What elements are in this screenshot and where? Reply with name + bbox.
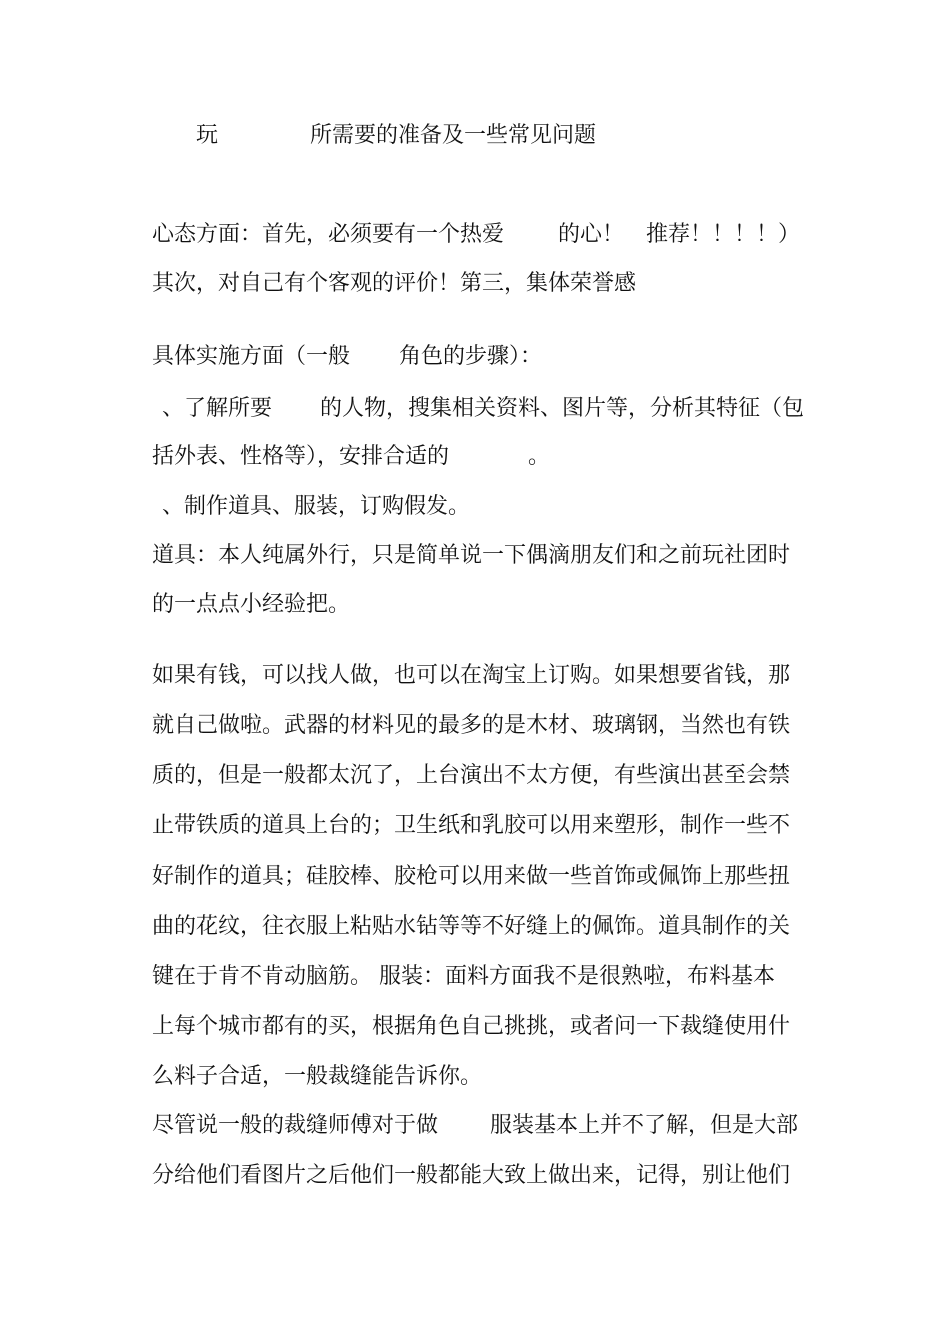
props-body-line: 止带铁质的道具上台的；卫生纸和乳胶可以用来塑形，制作一些不	[152, 813, 791, 838]
title-part-1: 玩	[196, 123, 219, 148]
props-body-line: 么料子合适，一般裁缝能告诉你。	[152, 1064, 483, 1089]
props-body-line: 键在于肯不肯动脑筋。 服装：面料方面我不是很熟啦，布料基本	[152, 964, 775, 989]
props-body-line: 质的，但是一般都太沉了，上台演出不太方便，有些演出甚至会禁	[152, 763, 791, 788]
step-1-line-2b: 。	[528, 444, 551, 469]
props-body-line: 上每个城市都有的买，根据角色自己挑挑，或者问一下裁缝使用什	[152, 1014, 791, 1039]
mindset-line-1b: 的心！	[558, 222, 625, 247]
props-body-line: 曲的花纹，往衣服上粘贴水钻等等不好缝上的佩饰。道具制作的关	[152, 914, 791, 939]
step-1-line-1a: 、了解所要	[162, 396, 273, 421]
step-1-line-2a: 括外表、性格等），安排合适的	[152, 444, 450, 469]
step-1-line-1b: 的人物，搜集相关资料、图片等，分析其特征（包	[320, 396, 805, 421]
tailor-line-2: 分给他们看图片之后他们一般都能大致上做出来，记得，别让他们	[152, 1163, 791, 1188]
props-body-line: 好制作的道具；硅胶棒、胶枪可以用来做一些首饰或佩饰上那些扭	[152, 864, 791, 889]
mindset-line-2: 其次，对自己有个客观的评价！第三，集体荣誉感	[152, 271, 637, 296]
step-2-line: 、制作道具、服装，订购假发。	[162, 494, 471, 519]
tailor-line-1a: 尽管说一般的裁缝师傅对于做	[152, 1113, 439, 1138]
mindset-line-1a: 心态方面：首先，必须要有一个热爱	[152, 222, 505, 247]
implementation-heading-a: 具体实施方面（一般	[152, 344, 351, 369]
props-body-line: 如果有钱，可以找人做，也可以在淘宝上订购。如果想要省钱，那	[152, 663, 791, 688]
props-body-line: 就自己做啦。武器的材料见的最多的是木材、玻璃钢，当然也有铁	[152, 713, 791, 738]
mindset-line-1c: 推荐！！！！）	[646, 222, 801, 247]
props-intro-line-1: 道具：本人纯属外行，只是简单说一下偶滴朋友们和之前玩社团时	[152, 543, 791, 568]
title-part-2: 所需要的准备及一些常见问题	[310, 123, 597, 148]
props-intro-line-2: 的一点点小经验把。	[152, 592, 351, 617]
tailor-line-1b: 服装基本上并不了解，但是大部	[490, 1113, 799, 1138]
implementation-heading-b: 角色的步骤）：	[399, 344, 543, 369]
